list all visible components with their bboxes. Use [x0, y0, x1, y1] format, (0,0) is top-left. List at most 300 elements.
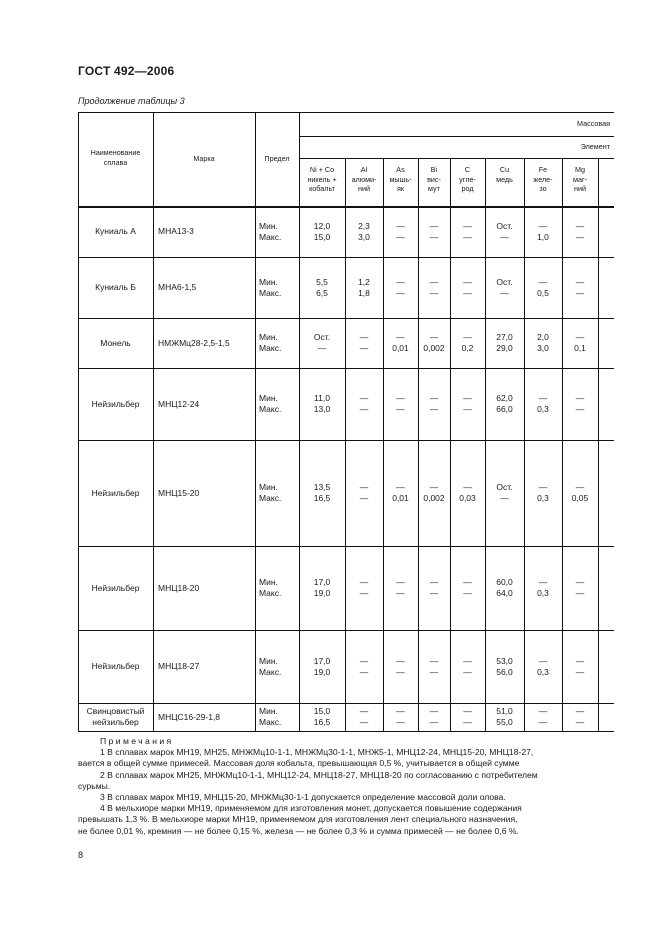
row-7-value-7	[562, 706, 598, 728]
row-5-limit-max: Макс.	[259, 588, 282, 598]
row-5-value-7-min: —	[575, 577, 585, 587]
row-5-limit-min: Мин.	[259, 577, 278, 587]
row-1-value-2-max: —	[396, 287, 405, 298]
note-4-cont: превышать 1,3 %. В мельхиоре марки МН19, применяемом для изготовления лент специального назначения,	[78, 814, 518, 825]
header-element-col-7	[562, 165, 598, 194]
row-0-limit	[259, 221, 299, 243]
row-5-value-0-min: 17,0	[313, 577, 331, 587]
note-2-cont: сурьмы.	[78, 780, 111, 791]
col-rule-8	[485, 158, 486, 731]
row-3-value-1-min: —	[359, 393, 369, 403]
row-7-value-6-min: —	[538, 706, 548, 716]
row-1-limit-max: Макс.	[259, 287, 282, 298]
row-5-value-0-max: 19,0	[313, 588, 331, 598]
row-7-mark: МНЦС16-29-1,8	[158, 711, 221, 722]
row-1-value-2	[383, 277, 418, 299]
row-2-value-6-max: 3,0	[537, 343, 549, 353]
row-7-value-3-min: —	[429, 706, 439, 716]
row-3-value-3	[418, 393, 450, 415]
row-rule-2	[78, 318, 614, 319]
row-4-value-3-max: 0,002	[423, 493, 445, 503]
row-6-value-3	[418, 656, 450, 678]
row-1-value-3-min: —	[429, 276, 439, 287]
row-7-value-0-min: 15,0	[313, 706, 331, 716]
header-element-col-1-line-0: Al	[360, 165, 368, 174]
row-3-value-2-max: —	[396, 404, 405, 414]
row-2-value-4-max: 0,2	[461, 343, 474, 353]
row-0-value-4-max: —	[463, 231, 472, 242]
header-name-line-1: сплава	[103, 157, 128, 167]
row-1-value-6-min: —	[538, 276, 548, 287]
row-4-value-7-max: 0,05	[571, 493, 589, 503]
row-5-value-3-min: —	[429, 577, 439, 587]
notes	[78, 736, 615, 837]
row-6-value-5	[485, 656, 524, 678]
row-1-limit-min: Мин.	[259, 276, 278, 287]
row-7-value-5-min: 51,0	[496, 706, 513, 716]
row-4-limit-min: Мин.	[259, 482, 278, 492]
note-1-cont: вается в общей сумме примесей. Массовая доля кобальта, превышающая 0,5 %, учитывается в общей сумме	[78, 758, 520, 769]
row-7-value-4-min: —	[463, 706, 472, 716]
row-5-value-5-min: 60,0	[496, 577, 513, 587]
row-0-value-0	[299, 221, 345, 243]
row-1-value-1-max: 1,8	[358, 287, 370, 298]
row-5-value-6-max: 0,3	[537, 588, 549, 598]
header-limit: Предел	[264, 154, 290, 163]
header-element-col-1-line-2: ний	[358, 184, 370, 193]
row-6-value-4-min: —	[463, 655, 472, 666]
row-rule-6	[78, 630, 614, 631]
row-2-limit-min: Мин.	[259, 332, 278, 342]
row-4-value-0-max: 16,5	[313, 493, 331, 503]
row-0-value-4-min: —	[463, 220, 472, 231]
row-2-value-6	[524, 332, 562, 354]
row-2-value-3-max: 0,002	[423, 343, 445, 353]
row-1-value-0-max: 6,5	[316, 287, 328, 298]
row-3-value-1-max: —	[359, 404, 369, 414]
row-2-value-0-min: Ост.	[313, 332, 331, 342]
row-5-value-4	[450, 577, 485, 599]
row-3-value-3-min: —	[429, 393, 439, 403]
header-element-col-1-line-1: алюми-	[351, 174, 377, 184]
row-7-limit-min: Мин.	[259, 706, 278, 716]
header-rule-1	[299, 136, 614, 137]
row-6-value-2	[383, 656, 418, 678]
row-0-value-0-max: 15,0	[313, 231, 331, 242]
row-2-value-7-min: —	[575, 332, 585, 342]
row-0-value-6-min: —	[538, 220, 548, 231]
row-0-value-6-max: 1,0	[537, 231, 549, 242]
row-3-value-5	[485, 393, 524, 415]
row-3-limit-min: Мин.	[259, 393, 278, 403]
header-element-col-0	[299, 165, 345, 194]
row-2-mark: НМЖМц28-2,5-1,5	[158, 337, 230, 348]
notes-heading: Примечания	[100, 736, 174, 746]
row-7-limit	[259, 706, 299, 728]
row-4-value-2	[383, 482, 418, 504]
col-rule-1	[153, 112, 154, 731]
row-1-value-1	[345, 277, 383, 299]
row-5-name-line-0: Нейзильбер	[91, 582, 140, 593]
row-rule-4	[78, 440, 614, 441]
row-5-value-3	[418, 577, 450, 599]
row-6-value-3-max: —	[429, 666, 439, 677]
header-massovaya: Массовая	[577, 119, 610, 128]
row-3-value-7-min: —	[575, 393, 585, 403]
row-2-value-0-max: —	[317, 343, 327, 353]
row-7-value-6	[524, 706, 562, 728]
row-3-value-3-max: —	[429, 404, 439, 414]
header-element-col-5-line-1: медь	[496, 174, 513, 184]
row-rule-3	[78, 368, 614, 369]
header-element-col-4	[450, 165, 485, 194]
header-element-col-5-line-0: Cu	[499, 165, 510, 174]
row-3-value-2-min: —	[396, 393, 405, 403]
row-0-value-4	[450, 221, 485, 243]
row-7-value-1-min: —	[359, 706, 369, 716]
row-2-value-1-max: —	[359, 343, 369, 353]
row-6-value-6	[524, 656, 562, 678]
row-2-limit	[259, 332, 299, 354]
row-5-value-1-min: —	[359, 577, 369, 587]
row-0-value-0-min: 12,0	[313, 220, 331, 231]
row-3-value-4-min: —	[463, 393, 472, 403]
row-1-value-5-max: —	[500, 287, 509, 298]
row-0-value-5-min: Ост.	[496, 220, 513, 231]
row-4-value-1-min: —	[359, 482, 369, 492]
row-3-value-6	[524, 393, 562, 415]
row-0-value-5	[485, 221, 524, 243]
col-rule-11	[598, 158, 599, 731]
row-3-value-2	[383, 393, 418, 415]
row-1-value-6	[524, 277, 562, 299]
row-7-value-1	[345, 706, 383, 728]
row-5-value-3-max: —	[429, 588, 439, 598]
row-3-value-7	[562, 393, 598, 415]
row-2-value-7-max: 0,1	[574, 343, 586, 353]
page-title: ГОСТ 492—2006	[78, 64, 175, 78]
header-rule-2	[299, 158, 614, 159]
header-element-col-2-line-0: As	[396, 165, 405, 174]
row-4-mark: МНЦ15-20	[158, 487, 200, 498]
row-7-value-4	[450, 706, 485, 728]
row-1-value-7-max: —	[575, 287, 585, 298]
header-element: Элемент	[580, 142, 610, 151]
note-4: 4 В мельхиоре марки МН19, применяемом для изготовления монет, допускается повышение содержания	[100, 803, 522, 814]
row-5-value-6	[524, 577, 562, 599]
row-2-value-5-min: 27,0	[496, 332, 513, 342]
note-2: 2 В сплавах марок МН25, МНЖМц10-1-1, МНЦ12-24, МНЦ18-27, МНЦ18-20 по согласованию с потребителем	[100, 769, 538, 780]
row-1-value-7-min: —	[575, 276, 585, 287]
header-element-col-3	[418, 165, 450, 194]
row-0-value-7	[562, 221, 598, 243]
row-7-name-line-0: Свинцовистый	[86, 706, 145, 716]
row-7-value-2-min: —	[396, 706, 405, 716]
row-3-value-0-max: 13,0	[313, 404, 331, 414]
header-name-line-0: Наименование	[90, 148, 141, 157]
row-6-value-6-min: —	[538, 655, 548, 666]
row-4-value-1	[345, 482, 383, 504]
row-4-value-4	[450, 482, 485, 504]
row-5-value-7-max: —	[575, 588, 585, 598]
row-0-value-6	[524, 221, 562, 243]
row-1-name	[78, 282, 153, 293]
header-element-col-7-line-2: ний	[574, 184, 586, 193]
row-7-value-3	[418, 706, 450, 728]
row-3-value-0	[299, 393, 345, 415]
row-3-mark: МНЦ12-24	[158, 398, 200, 409]
header-element-col-2	[383, 165, 418, 194]
row-rule-8	[78, 731, 614, 732]
row-2-limit-max: Макс.	[259, 343, 282, 353]
row-4-value-0	[299, 482, 345, 504]
row-5-value-2-min: —	[396, 577, 405, 587]
row-7-value-2-max: —	[396, 717, 405, 727]
row-6-value-7	[562, 656, 598, 678]
row-3-value-6-max: 0,3	[537, 404, 549, 414]
row-2-value-2-max: 0,01	[392, 343, 409, 353]
row-2-name-line-0: Монель	[100, 337, 131, 348]
row-6-limit-max: Макс.	[259, 666, 282, 677]
row-2-value-2-min: —	[396, 332, 405, 342]
row-4-value-7	[562, 482, 598, 504]
row-3-value-6-min: —	[538, 393, 548, 403]
col-rule-4	[345, 158, 346, 731]
row-2-name	[78, 338, 153, 349]
row-7-value-0	[299, 706, 345, 728]
row-2-value-3-min: —	[429, 332, 439, 342]
row-6-mark: МНЦ18-27	[158, 661, 200, 671]
row-0-limit-max: Макс.	[259, 231, 282, 242]
row-1-value-1-min: 1,2	[358, 276, 370, 287]
row-7-limit-max: Макс.	[259, 717, 282, 727]
row-2-value-3	[418, 332, 450, 354]
row-1-value-5-min: Ост.	[496, 276, 513, 287]
row-7-name	[78, 706, 153, 728]
row-6-value-5-max: 56,0	[496, 666, 513, 677]
row-0-value-2-max: —	[396, 231, 405, 242]
row-4-value-5-min: Ост.	[496, 482, 513, 492]
row-0-value-1-max: 3,0	[358, 231, 370, 242]
table-caption: Продолжение таблицы 3	[78, 96, 185, 106]
row-4-value-3-min: —	[429, 482, 439, 492]
row-0-name-line-0: Куниаль А	[95, 226, 136, 236]
row-6-value-1-min: —	[359, 655, 369, 666]
row-0-value-3-min: —	[429, 220, 439, 231]
row-5-value-0	[299, 577, 345, 599]
row-3-limit-max: Макс.	[259, 404, 282, 414]
row-4-value-5-max: —	[500, 493, 509, 503]
row-1-name-line-0: Куниаль Б	[95, 282, 136, 292]
row-6-value-0-max: 19,0	[313, 666, 331, 677]
col-rule-5	[383, 158, 384, 731]
row-6-name	[78, 661, 153, 672]
page-number: 8	[78, 850, 84, 860]
header-name	[78, 148, 153, 167]
row-5-value-2-max: —	[396, 588, 405, 598]
header-element-col-7-line-0: Mg	[575, 165, 585, 174]
row-2-value-4	[450, 332, 485, 354]
row-0-value-2-min: —	[396, 220, 405, 231]
row-0-limit-min: Мин.	[259, 220, 278, 231]
row-6-value-7-min: —	[575, 655, 585, 666]
row-4-value-2-min: —	[396, 482, 405, 492]
row-6-value-4-max: —	[463, 666, 472, 677]
header-element-col-2-line-1: мышь-	[389, 174, 412, 184]
row-3-value-0-min: 11,0	[314, 393, 330, 403]
row-4-value-6	[524, 482, 562, 504]
row-4-value-1-max: —	[359, 493, 369, 503]
row-0-value-7-min: —	[575, 220, 585, 231]
col-rule-9	[524, 158, 525, 731]
row-3-value-4	[450, 393, 485, 415]
row-3-name	[78, 399, 153, 410]
row-5-limit	[259, 577, 299, 599]
row-5-value-5-max: 64,0	[496, 588, 513, 598]
row-3-name-line-0: Нейзильбер	[91, 398, 140, 409]
row-4-value-4-min: —	[463, 482, 472, 492]
row-1-mark: МНА6-1,5	[158, 282, 197, 292]
col-rule-0	[78, 112, 79, 731]
row-3-value-5-min: 62,0	[496, 393, 513, 403]
row-2-value-4-min: —	[463, 332, 472, 342]
row-0-value-5-max: —	[500, 231, 509, 242]
row-2-value-0	[299, 332, 345, 354]
row-1-value-3-max: —	[429, 287, 439, 298]
col-rule-10	[562, 158, 563, 731]
row-7-value-7-max: —	[575, 717, 585, 727]
header-element-col-7-line-1: маг-	[573, 174, 587, 184]
note-1: 1 В сплавах марок МН19, МН25, МНЖМц10-1-1, МНЖМц30-1-1, МНЖ5-1, МНЦ12-24, МНЦ15-20, МНЦ18-27,	[100, 747, 534, 758]
header-element-col-1	[345, 165, 383, 194]
row-7-value-0-max: 16,5	[313, 717, 331, 727]
row-4-value-6-min: —	[538, 482, 548, 492]
row-5-value-2	[383, 577, 418, 599]
row-7-value-5-max: 55,0	[496, 717, 513, 727]
header-element-col-0-line-2: кобальт	[309, 184, 335, 193]
row-7-name-line-1: нейзильбер	[92, 717, 139, 727]
row-7-value-2	[383, 706, 418, 728]
header-element-col-3-line-2: мут	[428, 184, 440, 193]
row-6-limit-min: Мин.	[259, 655, 278, 666]
header-element-col-5	[485, 165, 524, 184]
row-4-value-4-max: 0,03	[459, 493, 476, 503]
header-element-col-3-line-1: вис-	[427, 174, 441, 184]
row-6-value-4	[450, 656, 485, 678]
row-6-value-6-max: 0,3	[537, 666, 549, 677]
row-5-value-4-max: —	[463, 588, 472, 598]
row-6-name-line-0: Нейзильбер	[91, 661, 140, 671]
row-4-limit	[259, 482, 299, 504]
col-rule-6	[418, 158, 419, 731]
row-7-value-5	[485, 706, 524, 728]
row-1-value-4-max: —	[463, 287, 472, 298]
row-6-value-2-max: —	[396, 666, 405, 677]
row-rule-7	[78, 703, 614, 704]
col-rule-3	[299, 112, 300, 731]
row-4-value-0-min: 13,5	[313, 482, 331, 492]
header-element-col-4-line-0: C	[464, 165, 471, 174]
row-4-value-5	[485, 482, 524, 504]
row-7-value-4-max: —	[463, 717, 472, 727]
row-2-value-7	[562, 332, 598, 354]
table-top-rule	[78, 112, 614, 113]
row-6-value-0	[299, 656, 345, 678]
row-rule-5	[78, 546, 614, 547]
row-1-value-4	[450, 277, 485, 299]
row-3-value-7-max: —	[575, 404, 585, 414]
row-7-value-6-max: —	[538, 717, 548, 727]
row-6-value-0-min: 17,0	[313, 655, 331, 666]
row-0-value-3-max: —	[429, 231, 439, 242]
row-0-value-1	[345, 221, 383, 243]
row-rule-1	[78, 257, 614, 258]
note-4-cont2: не более 0,01 %, кремния — не более 0,15 %, железа — не более 0,3 % и сумма примесей — не более 0,6 %.	[78, 825, 519, 836]
row-5-name	[78, 583, 153, 594]
row-3-value-5-max: 66,0	[496, 404, 513, 414]
row-2-value-5-max: 29,0	[496, 343, 513, 353]
header-element-col-6-line-1: желе-	[533, 174, 553, 184]
row-2-value-1	[345, 332, 383, 354]
row-7-value-3-max: —	[429, 717, 439, 727]
row-3-limit	[259, 393, 299, 415]
header-element-col-6-line-2: зо	[539, 184, 547, 193]
row-5-value-4-min: —	[463, 577, 472, 587]
row-5-value-7	[562, 577, 598, 599]
row-4-value-6-max: 0,3	[537, 493, 549, 503]
row-3-value-4-max: —	[463, 404, 472, 414]
header-element-col-0-line-0: Ni + Co	[309, 165, 335, 174]
header-mark: Марка	[193, 154, 215, 163]
row-2-value-1-min: —	[359, 332, 369, 342]
row-4-name	[78, 488, 153, 499]
row-0-value-2	[383, 221, 418, 243]
row-6-value-7-max: —	[575, 666, 585, 677]
row-1-value-2-min: —	[396, 276, 405, 287]
row-1-limit	[259, 277, 299, 299]
row-0-value-3	[418, 221, 450, 243]
row-5-value-1	[345, 577, 383, 599]
header-element-col-6	[524, 165, 562, 194]
row-2-value-5	[485, 332, 524, 354]
row-0-mark: МНА13-3	[158, 226, 194, 236]
row-1-value-5	[485, 277, 524, 299]
header-element-col-4-line-2: род	[461, 184, 474, 193]
row-1-value-7	[562, 277, 598, 299]
row-6-limit	[259, 656, 299, 678]
row-4-value-3	[418, 482, 450, 504]
row-3-value-1	[345, 393, 383, 415]
header-bottom-rule-2	[78, 207, 614, 208]
row-5-value-1-max: —	[359, 588, 369, 598]
row-0-value-7-max: —	[575, 231, 585, 242]
row-4-value-2-max: 0,01	[392, 493, 409, 503]
row-5-mark: МНЦ18-20	[158, 582, 200, 593]
row-6-value-5-min: 53,0	[496, 655, 513, 666]
header-element-col-2-line-2: як	[396, 184, 405, 193]
row-4-name-line-0: Нейзильбер	[91, 487, 140, 498]
row-7-value-7-min: —	[575, 706, 585, 716]
row-4-limit-max: Макс.	[259, 493, 282, 503]
header-element-col-0-line-1: никель +	[307, 174, 337, 184]
row-0-value-1-min: 2,3	[358, 220, 370, 231]
row-6-value-3-min: —	[429, 655, 439, 666]
note-3: 3 В сплавах марок МН19, МНЦ15-20, МНЖМц30-1-1 допускается определение массовой доли олова.	[100, 792, 506, 803]
header-element-col-4-line-1: угле-	[459, 174, 476, 184]
row-5-value-6-min: —	[538, 577, 548, 587]
col-rule-7	[450, 158, 451, 731]
row-1-value-3	[418, 277, 450, 299]
